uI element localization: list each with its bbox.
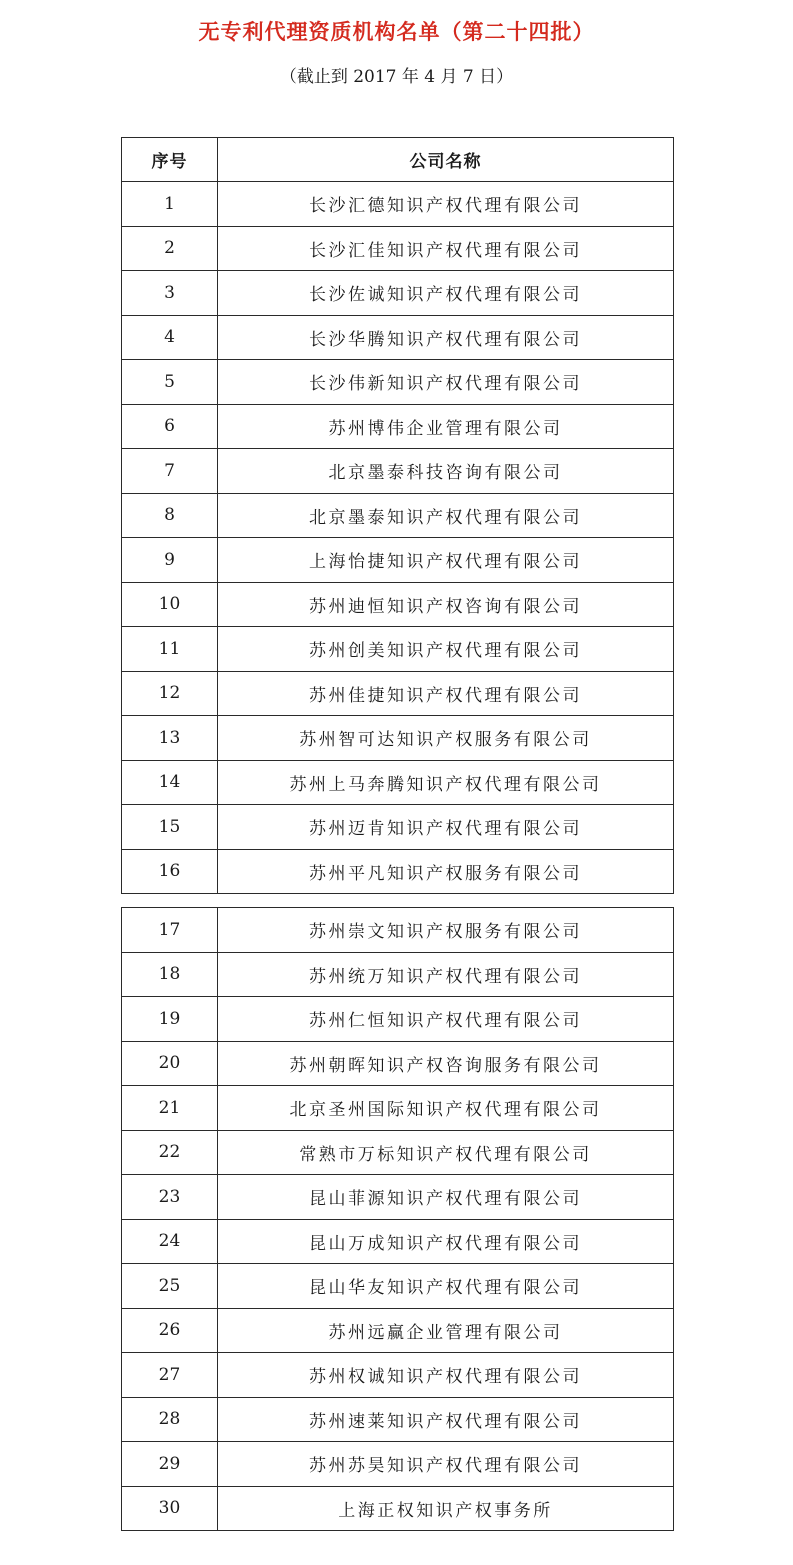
table-body-part-1 <box>122 182 674 894</box>
table-row <box>122 315 674 360</box>
table-row <box>122 1175 674 1220</box>
row-index: 2 <box>122 226 218 271</box>
row-index: 15 <box>122 805 218 850</box>
row-index: 17 <box>122 908 218 953</box>
company-name: 长沙伟新知识产权代理有限公司 <box>218 360 674 405</box>
row-index: 29 <box>122 1442 218 1487</box>
table-row <box>122 449 674 494</box>
company-name: 苏州上马奔腾知识产权代理有限公司 <box>218 760 674 805</box>
table-row <box>122 1308 674 1353</box>
table-row <box>122 1219 674 1264</box>
company-name: 苏州朝晖知识产权咨询服务有限公司 <box>218 1041 674 1086</box>
company-name: 苏州仁恒知识产权代理有限公司 <box>218 997 674 1042</box>
row-index: 5 <box>122 360 218 405</box>
row-index: 10 <box>122 582 218 627</box>
row-index: 27 <box>122 1353 218 1398</box>
company-name: 苏州速莱知识产权代理有限公司 <box>218 1397 674 1442</box>
row-index: 30 <box>122 1486 218 1531</box>
table-row <box>122 1086 674 1131</box>
table-row <box>122 404 674 449</box>
company-name: 苏州远赢企业管理有限公司 <box>218 1308 674 1353</box>
row-index: 18 <box>122 952 218 997</box>
row-index: 6 <box>122 404 218 449</box>
table-row <box>122 1130 674 1175</box>
company-name: 长沙汇佳知识产权代理有限公司 <box>218 226 674 271</box>
table-row <box>122 952 674 997</box>
row-index: 7 <box>122 449 218 494</box>
row-index: 3 <box>122 271 218 316</box>
header-company-name: 公司名称 <box>218 138 674 182</box>
table-row <box>122 1442 674 1487</box>
company-name: 长沙华腾知识产权代理有限公司 <box>218 315 674 360</box>
table-row <box>122 226 674 271</box>
company-name: 长沙佐诚知识产权代理有限公司 <box>218 271 674 316</box>
company-name: 北京墨泰科技咨询有限公司 <box>218 449 674 494</box>
company-name: 北京圣州国际知识产权代理有限公司 <box>218 1086 674 1131</box>
table-row <box>122 1486 674 1531</box>
company-name: 昆山菲源知识产权代理有限公司 <box>218 1175 674 1220</box>
company-name: 苏州统万知识产权代理有限公司 <box>218 952 674 997</box>
table-row <box>122 493 674 538</box>
company-name: 昆山华友知识产权代理有限公司 <box>218 1264 674 1309</box>
company-name: 苏州迈肯知识产权代理有限公司 <box>218 805 674 850</box>
document-title: 无专利代理资质机构名单（第二十四批） <box>198 20 595 44</box>
table-row <box>122 908 674 953</box>
row-index: 25 <box>122 1264 218 1309</box>
table-header-row <box>122 138 674 182</box>
table-row <box>122 1264 674 1309</box>
company-name: 苏州智可达知识产权服务有限公司 <box>218 716 674 761</box>
company-name: 苏州苏昊知识产权代理有限公司 <box>218 1442 674 1487</box>
table-row <box>122 805 674 850</box>
row-index: 1 <box>122 182 218 227</box>
row-index: 26 <box>122 1308 218 1353</box>
row-index: 8 <box>122 493 218 538</box>
company-name: 苏州平凡知识产权服务有限公司 <box>218 849 674 894</box>
table-row <box>122 627 674 672</box>
agency-table-part-2 <box>121 907 674 1531</box>
table-row <box>122 271 674 316</box>
table-body-part-2 <box>122 908 674 1531</box>
header-index: 序号 <box>122 138 218 182</box>
company-name: 苏州创美知识产权代理有限公司 <box>218 627 674 672</box>
row-index: 22 <box>122 1130 218 1175</box>
company-name: 昆山万成知识产权代理有限公司 <box>218 1219 674 1264</box>
row-index: 12 <box>122 671 218 716</box>
company-name: 苏州迪恒知识产权咨询有限公司 <box>218 582 674 627</box>
table-row <box>122 1353 674 1398</box>
agency-table-part-1 <box>121 137 674 894</box>
table-row <box>122 1397 674 1442</box>
table-row <box>122 671 674 716</box>
row-index: 4 <box>122 315 218 360</box>
table-row <box>122 360 674 405</box>
table-row <box>122 997 674 1042</box>
table-row <box>122 716 674 761</box>
row-index: 13 <box>122 716 218 761</box>
row-index: 16 <box>122 849 218 894</box>
table-row <box>122 849 674 894</box>
row-index: 14 <box>122 760 218 805</box>
company-name: 上海正权知识产权事务所 <box>218 1486 674 1531</box>
company-name: 苏州博伟企业管理有限公司 <box>218 404 674 449</box>
row-index: 21 <box>122 1086 218 1131</box>
row-index: 23 <box>122 1175 218 1220</box>
company-name: 上海怡捷知识产权代理有限公司 <box>218 538 674 583</box>
row-index: 9 <box>122 538 218 583</box>
company-name: 长沙汇德知识产权代理有限公司 <box>218 182 674 227</box>
row-index: 20 <box>122 1041 218 1086</box>
row-index: 11 <box>122 627 218 672</box>
table-row <box>122 582 674 627</box>
company-name: 苏州权诚知识产权代理有限公司 <box>218 1353 674 1398</box>
company-name: 苏州佳捷知识产权代理有限公司 <box>218 671 674 716</box>
company-name: 北京墨泰知识产权代理有限公司 <box>218 493 674 538</box>
company-name: 苏州崇文知识产权服务有限公司 <box>218 908 674 953</box>
company-name: 常熟市万标知识产权代理有限公司 <box>218 1130 674 1175</box>
document-subtitle: （截止到 2017 年 4 月 7 日） <box>279 67 514 87</box>
table-row <box>122 760 674 805</box>
table-row <box>122 182 674 227</box>
row-index: 28 <box>122 1397 218 1442</box>
row-index: 19 <box>122 997 218 1042</box>
row-index: 24 <box>122 1219 218 1264</box>
table-row <box>122 538 674 583</box>
table-row <box>122 1041 674 1086</box>
